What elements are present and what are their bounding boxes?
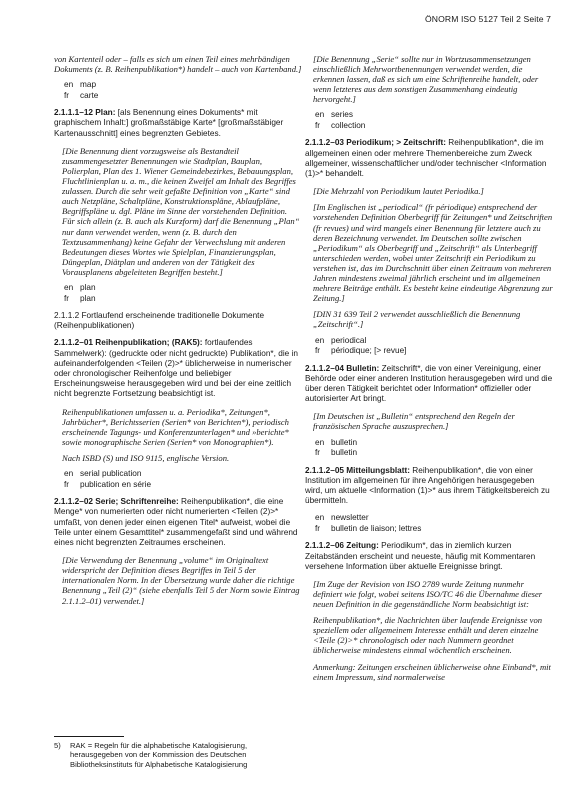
lang-code: fr (64, 293, 70, 303)
equivalents-list (315, 513, 553, 534)
paragraph: von Kartenteil oder – falls es sich um einen Teil eines mehrbändigen Dokuments (z. B. Reihenpublikation*) handelt – auch von Kartenband.] (54, 54, 302, 75)
equivalent-en: serial publication (80, 469, 142, 479)
note: [Die Mehrzahl von Periodikum lautet Periodika.] (313, 186, 484, 197)
equivalent-en: periodical (331, 335, 367, 345)
lang-code: en (315, 437, 325, 447)
note: [Die Benennung „Serie“ sollte nur in Wortzusammensetzungen einschließlich Mehrwortbenennungen verwendet werden, die erkennen lassen, daß es sich um eine Schriftenreihe handelt, oder wenn letzteres aus dem sonstigen Zusammenhang eindeutig hervorgeht.] (313, 54, 539, 105)
note: Reihenpublikation*, die Nachrichten über laufende Ereignisse von speziellem oder allgemeinem Interesse enthält und deren einzelne <Teile (2)>* chronologisch oder nach Nummern geordnet üblicherweise mindestens einmal wöchentlich erscheinen. (313, 615, 543, 656)
equivalent-en: newsletter (331, 513, 369, 523)
section-heading: 2.1.1.2 Fortlaufend erscheinende traditionelle Dokumente (Reihenpublikationen) (54, 311, 265, 331)
note: Anmerkung: Zeitungen erscheinen üblicherweise ohne Einband*, mit einem Impressum, sind normalerweise (313, 661, 551, 682)
lang-code: fr (64, 479, 70, 489)
equivalents-list (315, 438, 553, 459)
equivalent-en: plan (80, 283, 96, 293)
term-entry: 2.1.1.2–01 Reihenpublikation; (RAK5): fortlaufendes Sammelwerk): (gedruckte oder nicht gedruckte) Publikation*, die in aufeinanderfolgenden <Teilen (2)>* üblicherweise in numerischer oder chronologischer Reihenfolge und beliebiger Erscheinungsweise herausgegeben wird und bei der eine zeitlich nicht begrenzte Fortsetzung beabsichtigt ist. (54, 338, 298, 399)
lang-code: en (64, 469, 74, 479)
note: Reihenpublikationen umfassen u. a. Periodika*, Zeitungen*, Jahrbücher*, Berichtsserien (Serien* von Berichten*), periodisch erscheinende Tagungs- und Konferenzunterlagen* und »berichte* sowie monographische Serien (Serien* von Monographien*). (62, 406, 289, 447)
note: [Die Benennung dient vorzugsweise als Bestandteil zusammengesetzter Benennungen wie Stadtplan, Bauplan, Polierplan, Plan des 1. Wiener Gemeindebezirkes, Bebauungsplan, Fluchtlinienplan u. a. m., die keinen Zweifel am Inhalt des Begriffes zulassen. Durch die sehr weit gefaßte Definition von „Karte“ sind auch Netzpläne, Schaltpläne, Konstruktionspläne, Ablaufpläne, Begriffspläne u. dgl. Pläne im Sinne der vorstehenden Definition. Für sich allein (z. B. auch als Kurzform) darf die Benennung „Plan“ nur dann verwendet werden, wenn (z. B. durch den Textzusammenhang) keine Gefahr der Verwechslung mit anderen Bedeutungen dieses Wortes wie Spielplan, Finanzierungsplan, Düngeplan, Diätplan und anderen von der Tätigkeit des Vorausplanens abgeleiteten Begriffen besteht.] (62, 145, 300, 277)
equivalent-fr: périodique; [> revue] (331, 346, 407, 355)
lang-code: en (315, 335, 325, 345)
term-entry: 2.1.1.2–04 Bulletin: Zeitschrift*, die von einer Vereinigung, einer Behörde oder einer anderen Institution herausgegeben wird und die über deren Tätigkeit berichtet oder Information* offizieller oder autorisierter Art bringt. (305, 363, 553, 404)
note: [Die Verwendung der Benennung „volume“ im Originaltext widerspricht der Definition dieses Begriffes in Teil 5 der internationalen Norm. In der Übersetzung wurde daher die richtige Benennung „Teil (2)“ (siehe ebenfalls Teil 5 der Norm sowie Eintrag 2.1.1.2–01) verwendet.] (62, 555, 300, 606)
lang-code: fr (315, 448, 321, 457)
note: [Im Deutschen ist „Bulletin“ entsprechend den Regeln der französischen Sprache auszusprechen.] (313, 411, 515, 432)
term-entry: 2.1.1.2–02 Serie; Schriftenreihe: Reihenpublikation*, die eine Menge* von numerierten oder nicht numerierten <Teilen (2)>* umfaßt, von denen jeder einen eigenen Titel* aufweist, wobei die Teile unter einem Gesamttitel* zusammengefaßt sind und während eines nicht begrenzten Zeitraumes erscheinen. (54, 497, 298, 547)
equivalent-fr: publication en série (80, 479, 152, 489)
term-entry: 2.1.1.2–06 Zeitung: Periodikum*, das in ziemlich kurzen Zeitabständen erscheint und neueste, häufig mit Kommentaren versehene Information über aktuelle Ereignisse bringt. (305, 541, 536, 571)
footnote-text: RAK = Regeln für die alphabetische Katalogisierung, herausgegeben von der Kommission des Deutschen Bibliotheksinstituts für Alphabetische Katalogisierung (70, 741, 248, 769)
equivalents-list (315, 110, 553, 131)
lang-code: en (315, 513, 325, 523)
left-column (54, 54, 302, 612)
equivalents-list (64, 80, 302, 101)
equivalent-en: map (80, 80, 97, 90)
equivalent-fr: bulletin de liaison; lettres (331, 523, 422, 533)
lang-code: fr (64, 90, 70, 100)
equivalents-list (315, 336, 553, 357)
equivalent-fr: plan (80, 293, 96, 303)
lang-code: fr (315, 346, 321, 355)
footnote (54, 741, 302, 769)
equivalents-list (64, 283, 302, 304)
term-entry: 2.1.1.2–03 Periodikum; > Zeitschrift: Reihenpublikation*, die im allgemeinen einen oder mehrere Themenbereiche zum Zweck allgemeiner, wissenschaftlicher und/oder technischer <Information (1)>* behandelt. (305, 138, 547, 179)
footnote-mark: 5) (54, 741, 61, 750)
equivalent-fr: carte (80, 90, 99, 100)
footnote-rule (54, 736, 124, 737)
lang-code: en (64, 283, 74, 293)
term-entry: 2.1.1.2–05 Mitteilungsblatt: Reihenpublikation*, die von einer Institution im allgemeinen für ihre Angehörigen herausgegeben wird, um aktuelle <Information (1)>* aus ihrem Tätigkeitsbereich zu übermitteln. (305, 465, 550, 506)
equivalent-en: series (331, 110, 354, 120)
lang-code: fr (315, 120, 321, 130)
note: [Im Zuge der Revision von ISO 2789 wurde Zeitung nunmehr definiert wie folgt, wobei seitens ISO/TC 46 die Übernahme dieser neuen Definition in die gegenständliche Norm beabsichtigt ist: (313, 578, 543, 610)
lang-code: fr (315, 523, 321, 533)
equivalent-fr: collection (331, 120, 366, 130)
right-column (305, 54, 553, 688)
page-header: ÖNORM ISO 5127 Teil 2 Seite 7 (425, 14, 551, 24)
equivalent-fr: bulletin (331, 448, 358, 457)
lang-code: en (315, 110, 325, 120)
note: [DIN 31 639 Teil 2 verwendet ausschließlich die Benennung „Zeitschrift“.] (313, 309, 521, 330)
note: Nach ISBD (S) und ISO 9115, englische Version. (62, 453, 230, 464)
lang-code: en (64, 80, 74, 90)
equivalents-list (64, 469, 302, 490)
term-entry: 2.1.1.1–12 Plan: [als Benennung eines Dokuments* mit graphischem Inhalt:] großmaßstäbige Karte* [großmaßstäbiger Kartenausschnitt] eines begrenzten Gebietes. (54, 108, 284, 138)
note: [Im Englischen ist „periodical“ (fr périodique) entsprechend der vorstehenden Definition Oberbegriff für Zeitungen* und Zeitschriften (fr revues) und wird mangels einer Benennung für letztere auch zu deren Bezeichnung verwendet. Im Deutschen sollte zwischen „Periodikum“ als Oberbegriff und „Zeitschrift“ als Unterbegriff unterschieden werden, wobei unter Zeitschrift ein Periodikum zu verstehen ist, das im Durchschnitt über einen Zeitraum von mehreren Jahren mindestens zweimal jährlich erscheint und im allgemeinen mehrere Beiträge enthält. Es besteht keine eindeutige Abgrenzung zur Zeitung.] (313, 202, 553, 304)
equivalent-en: bulletin (331, 437, 358, 447)
